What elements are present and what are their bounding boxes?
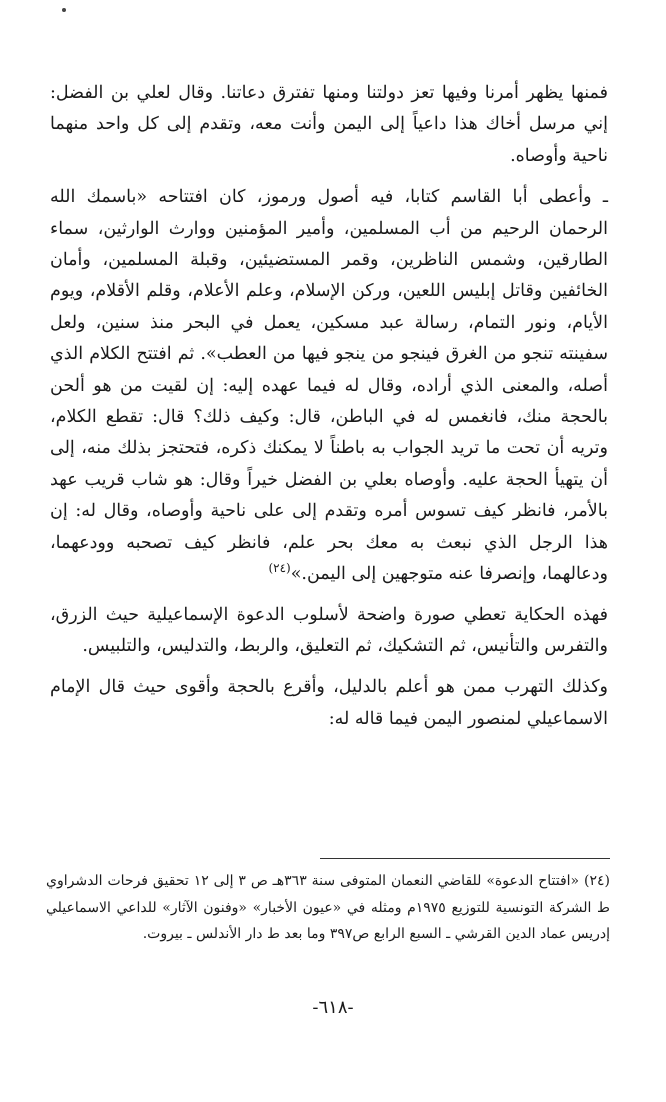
footnote-reference: (٢٤) (268, 561, 291, 576)
paragraph-3: فهذه الحكاية تعطي صورة واضحة لأسلوب الدعوة الإسماعيلية حيث الزرق، والتفرس والتأنيس، ثم التشكيك، ثم التعليق، والربط، والتدليس، والتلبيس. (50, 604, 608, 656)
page-number: -٦١٨- (312, 997, 354, 1018)
scan-speck (62, 8, 66, 12)
main-text (50, 78, 608, 735)
paragraph-4: وكذلك التهرب ممن هو أعلم بالدليل، وأقرع بالحجة وأقوى حيث قال الإمام الاسماعيلي لمنصور اليمن فيما قاله له: (50, 677, 608, 729)
paragraph-2 (50, 182, 608, 590)
paragraph-1: فمنها يظهر أمرنا وفيها تعز دولتنا ومنها تفترق دعاتنا. وقال لعلي بن الفضل: إني مرسل أخاك هذا داعياً إلى اليمن وأنت معه، وتقدم إلى كل واحد منهما ناحية وأوصاه. (50, 83, 608, 166)
footnote (46, 868, 610, 948)
paragraph-2-text: ـ وأعطى أبا القاسم كتابا، فيه أصول ورموز، كان افتتاحه «باسمك الله الرحمان الرحيم من أب المسلمين، وأمير المؤمنين ووارث الوارثين، سماء الطارقين، وشمس الناظرين، وقمر المستضيئين، وقبلة المسلمين، وأمان الخائفين وقاتل إبليس اللعين، وركن الإسلام، وعلم الأعلام، وقلم الأقلام، ويوم الأيام، ونور التمام، رسالة عبد مسكين، يعمل في البحر منذ سنين، ولعل سفينته تنجو من الغرق فينجو من ينجو فيها من العطب». ثم افتتح الكلام الذي أصله، والمعنى الذي أراده، وقال له فيما عهده إليه: إن لقيت من هو ألحن بالحجة منك، فانغمس له في الباطن، قال: وكيف ذلك؟ قال: تقطع الكلام، وتريه أن تحت ما تريد الجواب به باطناً لا يمكنك ذكره، فتحتجز بذلك منه، إلى أن يتهيأ الحجة عليه. وأوصاه بعلي بن الفضل خيراً وقال: هو شاب قريب عهد بالأمر، فانظر كيف تسوس أمره وتقدم إلى على ناحية وأوصاه، وقال له: إن هذا الرجل الذي نبعث به معك بحر علم، فانظر كيف تصحبه وودعهما، ودعالهما، وإنصرفا عنه متوجهين إلى اليمن.» (50, 187, 608, 585)
footnote-text: (٢٤) «افتتاح الدعوة» للقاضي النعمان المتوفى سنة ٣٦٣هـ ص ٣ إلى ١٢ تحقيق فرحات الدشراوي ط الشركة التونسية للتوزيع ١٩٧٥م ومثله في «عيون الأخبار» «وفنون الآثار» للداعي الاسماعيلي إدريس عماد الدين القرشي ـ السبع الرابع ص٣٩٧ وما بعد ط دار الأندلس ـ بيروت. (46, 873, 611, 942)
footnote-separator (320, 858, 610, 859)
paragraph-gap (50, 591, 608, 600)
